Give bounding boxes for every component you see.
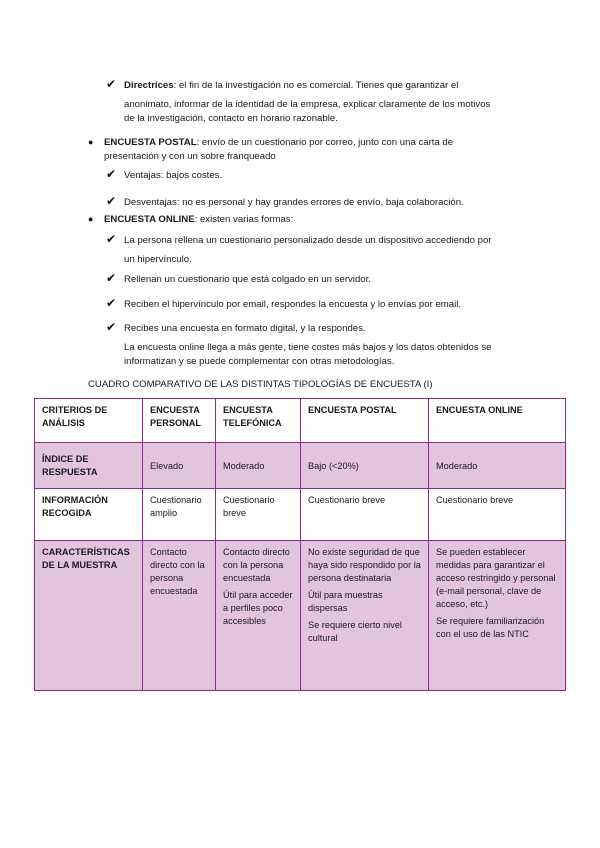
postal-ventajas: Ventajas: bajos costes.: [124, 170, 223, 181]
online-note-line2: informatizan y se puede complementar con otras metodologías.: [124, 356, 395, 367]
checkmark-icon: ✔: [106, 296, 117, 310]
checkmark-icon: ✔: [106, 167, 117, 181]
online-note-line1: La encuesta online llega a más gente, tiene costes más bajos y los datos obtenidos se: [124, 342, 492, 353]
checkmark-icon: ✔: [106, 194, 117, 208]
online-text: : existen varias formas:: [194, 214, 294, 225]
cell-online: Cuestionario breve: [429, 489, 566, 541]
cell-telefonica: [216, 541, 301, 691]
comparison-table: [34, 398, 566, 691]
table-header-row: [35, 399, 566, 443]
header-personal: ENCUESTA PERSONAL: [143, 399, 216, 443]
postal-label: ENCUESTA POSTAL: [104, 137, 197, 148]
online-line1: [104, 213, 293, 226]
postal-line2: presentación y con un sobre franqueado: [104, 151, 276, 162]
header-criterios: CRITERIOS DE ANÁLISIS: [35, 399, 143, 443]
cell-paragraph: Se requiere cierto nivel cultural: [308, 620, 402, 643]
cell-personal: Contacto directo con la persona encuestada: [143, 541, 216, 691]
cell-paragraph: Se requiere familiarización con el uso de las NTIC: [436, 616, 545, 639]
table-row: [35, 489, 566, 541]
checkmark-icon: ✔: [106, 232, 117, 246]
online-item3: Reciben el hipervínculo por email, respondes la encuesta y lo envías por email.: [124, 299, 462, 310]
online-item2: Rellenan un cuestionario que está colgado en un servidor.: [124, 274, 371, 285]
directrices-line2: anonimato, informar de la identidad de la empresa, explicar claramente de los motivos: [124, 99, 491, 110]
cell-paragraph: No existe seguridad de que haya sido respondido por la persona destinataria: [308, 547, 421, 583]
bullet-icon: ●: [88, 137, 94, 147]
criterio-informacion-recogida: INFORMACIÓN RECOGIDA: [35, 489, 143, 541]
header-online: ENCUESTA ONLINE: [429, 399, 566, 443]
online-label: ENCUESTA ONLINE: [104, 214, 195, 225]
table-row: [35, 541, 566, 691]
checkmark-icon: ✔: [106, 77, 117, 91]
cell-paragraph: Útil para acceder a perfiles poco accesibles: [223, 590, 293, 626]
checkmark-icon: ✔: [106, 271, 117, 285]
directrices-label: Directrices: [124, 80, 174, 91]
cell-postal: [301, 541, 429, 691]
cell-personal: Elevado: [143, 443, 216, 489]
online-item4: Recibes una encuesta en formato digital, y la respondes.: [124, 323, 366, 334]
online-item1-line1: La persona rellena un cuestionario personalizado desde un dispositivo accediendo por: [124, 235, 492, 246]
criterio-caracteristicas-muestra: CARACTERÍSTICAS DE LA MUESTRA: [35, 541, 143, 691]
directrices-line1: [124, 79, 458, 92]
table-row: [35, 443, 566, 489]
postal-line1: [104, 136, 453, 149]
cell-paragraph: Útil para muestras dispersas: [308, 590, 383, 613]
header-postal: ENCUESTA POSTAL: [301, 399, 429, 443]
postal-text: : envío de un cuestionario por correo, junto con una carta de: [196, 137, 454, 148]
cell-postal: Cuestionario breve: [301, 489, 429, 541]
postal-desventajas: Desventajas: no es personal y hay grandes errores de envío, baja colaboración.: [124, 197, 464, 208]
cell-online: Moderado: [429, 443, 566, 489]
checkmark-icon: ✔: [106, 320, 117, 334]
cell-personal: Cuestionario amplio: [143, 489, 216, 541]
header-telefonica: ENCUESTA TELEFÓNICA: [216, 399, 301, 443]
directrices-text: : el fin de la investigación no es comercial. Tienes que garantizar el: [173, 80, 459, 91]
cell-paragraph: Contacto directo con la persona encuestada: [223, 547, 290, 583]
cell-telefonica: Cuestionario breve: [216, 489, 301, 541]
cell-postal: Bajo (<20%): [301, 443, 429, 489]
cell-online: [429, 541, 566, 691]
online-item1-line2: un hipervínculo.: [124, 254, 192, 265]
table-caption: CUADRO COMPARATIVO DE LAS DISTINTAS TIPOLOGÍAS DE ENCUESTA (I): [88, 379, 433, 390]
criterio-indice-respuesta: ÍNDICE DE RESPUESTA: [35, 443, 143, 489]
bullet-icon: ●: [88, 214, 94, 224]
cell-telefonica: Moderado: [216, 443, 301, 489]
directrices-line3: de la investigación, contacto en horario razonable.: [124, 113, 338, 124]
cell-paragraph: Se pueden establecer medidas para garantizar el acceso restringido y personal (e-mail personal, clave de acceso, etc.): [436, 547, 556, 609]
